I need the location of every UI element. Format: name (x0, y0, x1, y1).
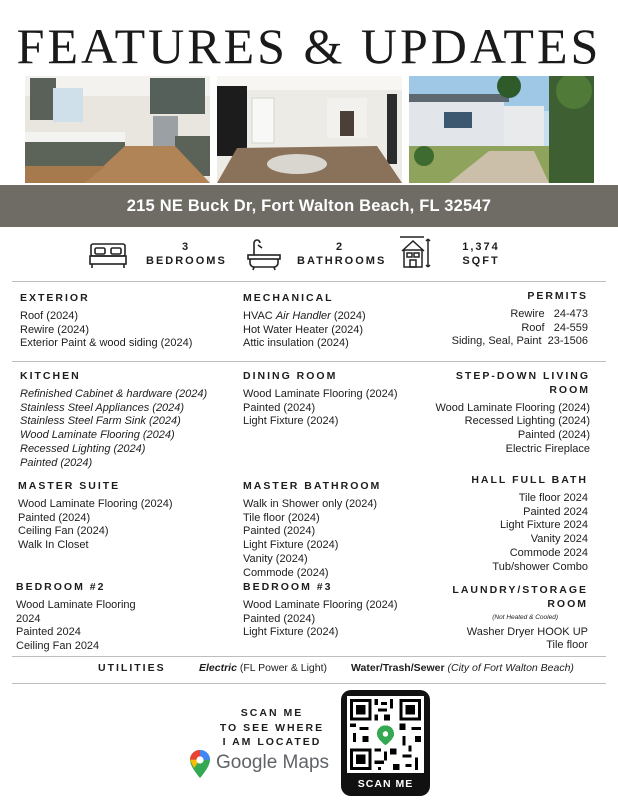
bedrooms-count: 3 (181, 241, 191, 253)
list-item: Wood Laminate Flooring (2024) (243, 387, 398, 400)
list-item: Light Fixture (2024) (243, 539, 339, 552)
list-item: Wood Laminate Flooring (2024) (435, 401, 590, 414)
scan-line: SCAN ME (240, 707, 304, 719)
list-item (243, 310, 423, 324)
master-bath-heading: MASTER BATHROOM (243, 480, 382, 492)
list-item: Recessed Lighting (2024) (20, 442, 146, 455)
house-icon (398, 235, 432, 271)
water-utility (351, 662, 574, 674)
scan-instructions (212, 706, 332, 750)
divider (12, 361, 606, 362)
list-item: Painted (2024) (243, 612, 316, 625)
mechanical-heading: MECHANICAL (243, 292, 334, 304)
bedroom2-heading: BEDROOM #2 (16, 581, 106, 593)
laundry-note: (Not Heated & Cooled) (492, 613, 558, 621)
hvac-prefix: HVAC (243, 309, 276, 322)
kitchen-photo (25, 76, 210, 183)
scan-line: TO SEE WHERE (219, 721, 325, 734)
list-item: Painted 2024 (523, 505, 588, 518)
list-item: 2024 (16, 612, 41, 625)
master-suite-section (18, 480, 238, 553)
list-item: Wood Laminate Flooring (16, 598, 136, 611)
list-item: Hot Water Heater (2024) (243, 323, 364, 336)
bedrooms-label: BEDROOMS (146, 255, 227, 267)
exterior-section (20, 292, 240, 351)
kitchen-section (20, 370, 240, 471)
list-item: Rewire (2024) (20, 323, 90, 336)
list-item: Ceiling Fan 2024 (16, 640, 100, 653)
list-item: Stainless Steel Appliances (2024) (20, 401, 185, 414)
hvac-italic: Air Handler (275, 309, 331, 322)
exterior-heading: EXTERIOR (20, 292, 90, 304)
list-item: Painted 2024 (16, 626, 81, 639)
list-item: Light Fixture (2024) (243, 626, 339, 639)
list-item: Attic insulation (2024) (243, 337, 349, 350)
list-item: Commode 2024 (509, 546, 588, 559)
list-item: Wood Laminate Flooring (2024) (20, 429, 175, 442)
list-item: Rewire 24-473 (510, 307, 588, 320)
list-item: Roof (2024) (20, 309, 79, 322)
electric-utility (199, 662, 327, 674)
master-suite-heading: MASTER SUITE (18, 480, 121, 492)
list-item: Light Fixture 2024 (499, 519, 588, 532)
list-item: Tub/shower Combo (492, 560, 588, 573)
scan-line: I AM LOCATED (222, 736, 322, 748)
address-banner: 215 NE Buck Dr, Fort Walton Beach, FL 32547 (0, 185, 618, 227)
list-item: Commode (2024) (243, 566, 329, 579)
exterior-photo (409, 76, 594, 183)
laundry-heading: LAUNDRY/STORAGE ROOM (452, 584, 588, 610)
list-item: Wood Laminate Flooring (2024) (18, 497, 173, 510)
list-item: Painted (2024) (18, 511, 91, 524)
electric-value: (FL Power & Light) (239, 662, 328, 674)
electric-label: Electric (199, 662, 237, 674)
water-value: (City of Fort Walton Beach) (447, 662, 574, 674)
list-item: Tile floor (546, 639, 588, 652)
bedroom3-section (243, 581, 428, 640)
sqft-label: SQFT (462, 255, 500, 267)
list-item: Painted (2024) (243, 401, 316, 414)
list-item: Vanity 2024 (530, 533, 588, 546)
list-item: Ceiling Fan (2024) (18, 525, 109, 538)
bedroom2-section (16, 581, 216, 654)
list-item: Exterior Paint & wood siding (2024) (20, 337, 193, 350)
list-item: Recessed Lighting (2024) (464, 415, 590, 428)
list-item: Tile floor (2024) (243, 511, 320, 524)
water-label: Water/Trash/Sewer (351, 662, 445, 674)
list-item: Painted (2024) (243, 525, 316, 538)
list-item: Siding, Seal, Paint 23-1506 (451, 335, 588, 348)
bedroom3-heading: BEDROOM #3 (243, 581, 333, 593)
dining-section (243, 370, 423, 429)
list-item: Walk in Shower only (2024) (243, 497, 378, 510)
page-title: FEATURES & UPDATES (16, 18, 602, 74)
kitchen-heading: KITCHEN (20, 370, 81, 382)
map-pin-icon (190, 750, 210, 778)
list-item: Electric Fireplace (505, 442, 590, 455)
divider (12, 281, 606, 282)
sqft-count: 1,374 (462, 241, 500, 253)
list-item: Light Fixture (2024) (243, 415, 339, 428)
bathrooms-label: BATHROOMS (297, 255, 387, 267)
hvac-suffix: (2024) (330, 309, 366, 322)
divider (12, 656, 606, 657)
qr-scan-me-label: SCAN ME (357, 778, 414, 790)
bathtub-icon (246, 237, 282, 271)
list-item: Walk In Closet (18, 539, 89, 552)
list-item: Painted (2024) (517, 429, 590, 442)
utilities-row (0, 662, 618, 678)
living-heading: STEP-DOWN LIVING ROOM (455, 370, 590, 396)
laundry-section (418, 584, 588, 653)
permits-heading: PERMITS (527, 290, 588, 302)
qr-code[interactable] (347, 696, 424, 773)
list-item: Stainless Steel Farm Sink (2024) (20, 415, 181, 428)
mechanical-section (243, 292, 423, 351)
list-item: Washer Dryer HOOK UP (466, 625, 588, 638)
master-bath-section (243, 480, 423, 581)
dining-heading: DINING ROOM (243, 370, 338, 382)
permits-section (420, 290, 588, 349)
google-maps-logo (190, 750, 340, 780)
bathrooms-count: 2 (335, 241, 345, 253)
living-room-photo (217, 76, 402, 183)
living-section (420, 370, 590, 457)
list-item: Wood Laminate Flooring (2024) (243, 598, 398, 611)
list-item: Refinished Cabinet & hardware (2024) (20, 387, 208, 400)
list-item: Tile floor 2024 (518, 491, 588, 504)
list-item: Vanity (2024) (243, 552, 308, 565)
divider (12, 683, 606, 684)
list-item: Painted (2024) (20, 456, 93, 469)
list-item: Roof 24-559 (521, 321, 588, 334)
hall-bath-heading: HALL FULL BATH (471, 474, 588, 486)
hall-bath-section (420, 474, 588, 575)
google-maps-text: Google Maps (216, 752, 330, 773)
bed-icon (88, 240, 128, 270)
utilities-heading: UTILITIES (98, 662, 166, 674)
